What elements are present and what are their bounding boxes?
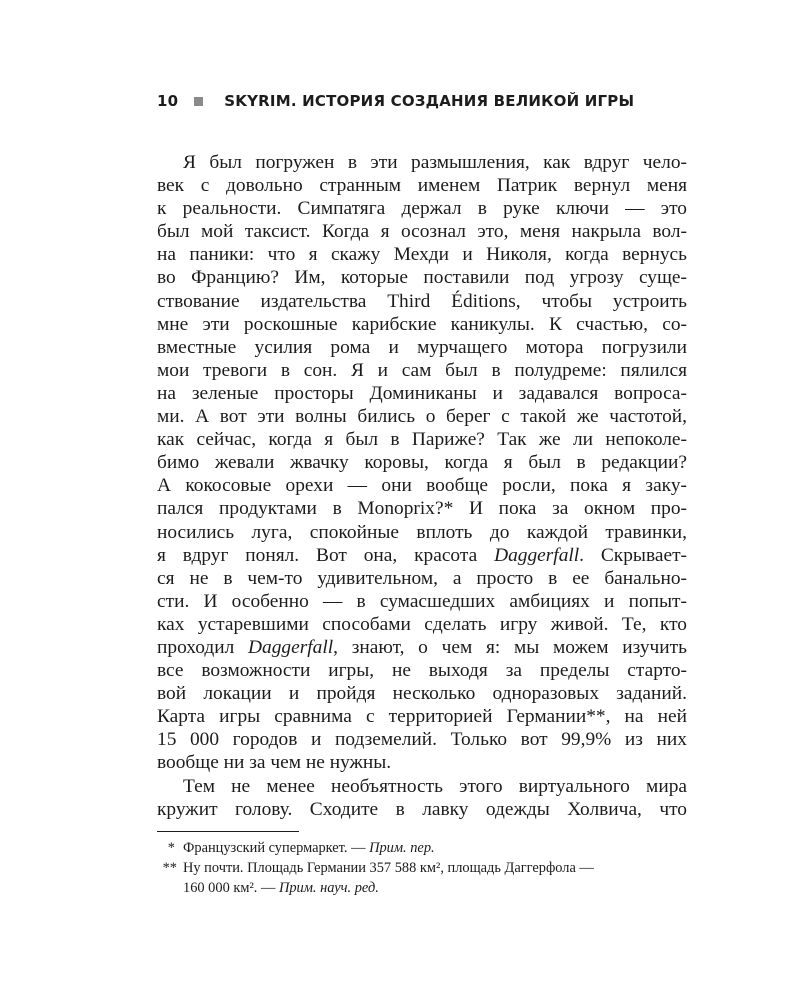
- running-header: [157, 89, 634, 113]
- text-line: вой локации и пройдя несколько одноразовых заданий.: [157, 683, 687, 705]
- text-line: вместные усилия рома и мурчащего мотора погрузили: [157, 336, 687, 358]
- game-title-italic: Daggerfall: [494, 544, 580, 566]
- page-number: 10: [157, 92, 179, 110]
- text-line: мне эти роскошные карибские каникулы. К счастью, со-: [157, 313, 687, 335]
- text-line: ках устаревшими способами сделать игру живой. Те, кто: [157, 613, 687, 635]
- footnotes: [157, 838, 692, 898]
- text-line: сти. И особенно — в сумасшедших амбициях и попыт-: [157, 590, 687, 612]
- text-line: Карта игры сравнима с территорией Германии**, на ней: [157, 706, 687, 728]
- text-line: век с довольно странным именем Патрик вернул меня: [157, 175, 687, 197]
- text-line: носились луга, спокойные вплоть до каждой травинки,: [157, 521, 687, 543]
- text-line: все возможности игры, не выходя за пределы старто-: [157, 660, 687, 682]
- paragraph: [157, 151, 687, 775]
- text-line: был мой таксист. Когда я осознал это, меня накрыла вол-: [157, 221, 687, 243]
- footnote-mark: *: [167, 840, 175, 856]
- text-line: ми. А вот эти волны бились о берег с такой же частотой,: [157, 406, 687, 428]
- text-line: ся не в чем-то удивительном, а просто в ее банально-: [157, 567, 687, 589]
- text-line: 15 000 городов и подземелий. Только вот 99,9% из них: [157, 729, 687, 751]
- footnote-line: Французский супермаркет. — Прим. пер.: [183, 840, 435, 856]
- text-line: на зеленые просторы Доминиканы и задавался вопроса-: [157, 382, 687, 404]
- text-line: к реальности. Симпатяга держал в руке ключи — это: [157, 198, 687, 220]
- text-line: Тем не менее необъятность этого виртуального мира: [183, 775, 687, 797]
- footnote-mark: **: [162, 860, 177, 876]
- text-line: во Францию? Им, которые поставили под угрозу суще-: [157, 267, 687, 289]
- footnote-line: 160 000 км². — Прим. науч. ред.: [183, 880, 379, 896]
- text-line: Я был погружен в эти размышления, как вдруг чело-: [183, 152, 687, 173]
- running-title: SKYRIM. ИСТОРИЯ СОЗДАНИЯ ВЕЛИКОЙ ИГРЫ: [224, 92, 635, 110]
- footnote-divider: [157, 831, 299, 832]
- body-text: [157, 151, 687, 821]
- text-line: как сейчас, когда я был в Париже? Так же ли непоколе-: [157, 429, 687, 451]
- text-line: пался продуктами в Monoprix?* И пока за окном про-: [157, 498, 687, 520]
- text-line: А кокосовые орехи — они вообще росли, пока я заку-: [157, 475, 687, 497]
- text-line: я вдруг понял. Вот она, красота Daggerfall. Скрывает-: [157, 544, 687, 566]
- footnote-line: Ну почти. Площадь Германии 357 588 км², площадь Даггерфола —: [183, 860, 594, 876]
- text-line: проходил Daggerfall, знают, о чем я: мы можем изучить: [157, 636, 687, 658]
- footnote: [157, 858, 692, 898]
- text-line: вообще ни за чем не нужны.: [157, 752, 392, 774]
- text-line: кружит голову. Сходите в лавку одежды Холвича, что: [157, 798, 687, 820]
- paragraph: [157, 775, 687, 821]
- text-line: мои тревоги в сон. Я и сам был в полудреме: пялился: [157, 359, 687, 381]
- text-line: на паники: что я скажу Мехди и Николя, когда вернусь: [157, 244, 687, 266]
- text-line: ствование издательства Third Éditions, чтобы устроить: [157, 290, 687, 312]
- separator-square-icon: [194, 97, 203, 106]
- game-title-italic: Daggerfall: [248, 636, 334, 658]
- footnote: [157, 838, 692, 858]
- text-line: бимо жевали жвачку коровы, когда я был в редакции?: [157, 452, 687, 474]
